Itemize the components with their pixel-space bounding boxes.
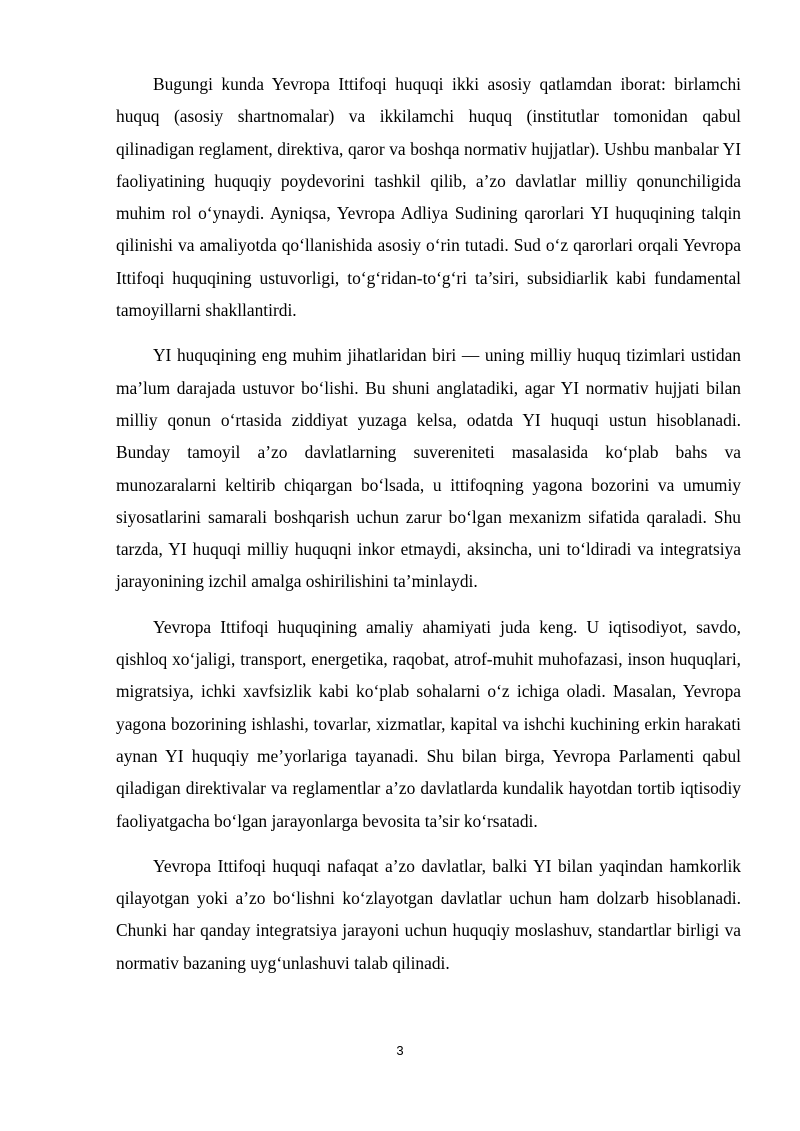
paragraph-4: Yevropa Ittifoqi huquqi nafaqat a’zo davlatlar, balki YI bilan yaqindan hamkorlik qilayotgan yoki a’zo bo‘lishni ko‘zlayotgan davlatlar uchun ham dolzarb hisoblanadi. Chunki har qanday integratsiya jarayoni uchun huquqiy moslashuv, standartlar birligi va normativ bazaning uyg‘unlashuvi talab qilinadi.: [116, 855, 741, 973]
document-body: [116, 68, 741, 992]
page-number: 3: [396, 1043, 404, 1058]
paragraph-2: YI huquqining eng muhim jihatlaridan biri — uning milliy huquq tizimlari ustidan ma’lum darajada ustuvor bo‘lishi. Bu shuni anglatadiki, agar YI normativ hujjati bilan milliy qonun o‘rtasida ziddiyat yuzaga kelsa, odatda YI huquqi ustun hisoblanadi. Bunday tamoyil a’zo davlatlarning suvereniteti masalasida ko‘plab bahs va munozaralarni keltirib chiqargan bo‘lsada, u ittifoqning yagona bozorini va umumiy siyosatlarini samarali boshqarish uchun zarur bo‘lgan mexanizm sifatida qaraladi. Shu tarzda, YI huquqi milliy huquqni inkor etmaydi, aksincha, uni to‘ldiradi va integratsiya jarayonining izchil amalga oshirilishini ta’minlaydi.: [116, 345, 741, 592]
paragraph-1: Bugungi kunda Yevropa Ittifoqi huquqi ikki asosiy qatlamdan iborat: birlamchi huquq (asosiy shartnomalar) va ikkilamchi huquq (institutlar tomonidan qabul qilinadigan reglament, direktiva, qaror va boshqa normativ hujjatlar). Ushbu manbalar YI faoliyatining huquqiy poydevorini tashkil qilib, a’zo davlatlar milliy qonunchiligida muhim rol o‘ynaydi. Ayniqsa, Yevropa Adliya Sudining qarorlari YI huquqining talqin qilinishi va amaliyotda qo‘llanishida asosiy o‘rin tutadi. Sud o‘z qarorlari orqali Yevropa Ittifoqi huquqining ustuvorligi, to‘g‘ridan-to‘g‘ri ta’siri, subsidiarlik kabi fundamental tamoyillarni shakllantirdi.: [116, 74, 741, 321]
paragraph-3: Yevropa Ittifoqi huquqining amaliy ahamiyati juda keng. U iqtisodiyot, savdo, qishloq xo‘jaligi, transport, energetika, raqobat, atrof-muhit muhofazasi, inson huquqlari, migratsiya, ichki xavfsizlik kabi ko‘plab sohalarni o‘z ichiga oladi. Masalan, Yevropa yagona bozorining ishlashi, tovarlar, xizmatlar, kapital va ishchi kuchining erkin harakati aynan YI huquqiy me’yorlariga tayanadi. Shu bilan birga, Yevropa Parlamenti qabul qiladigan direktivalar va reglamentlar a’zo davlatlarda kundalik hayotdan tortib iqtisodiy faoliyatgacha bo‘lgan jarayonlarga bevosita ta’sir ko‘rsatadi.: [116, 616, 741, 831]
